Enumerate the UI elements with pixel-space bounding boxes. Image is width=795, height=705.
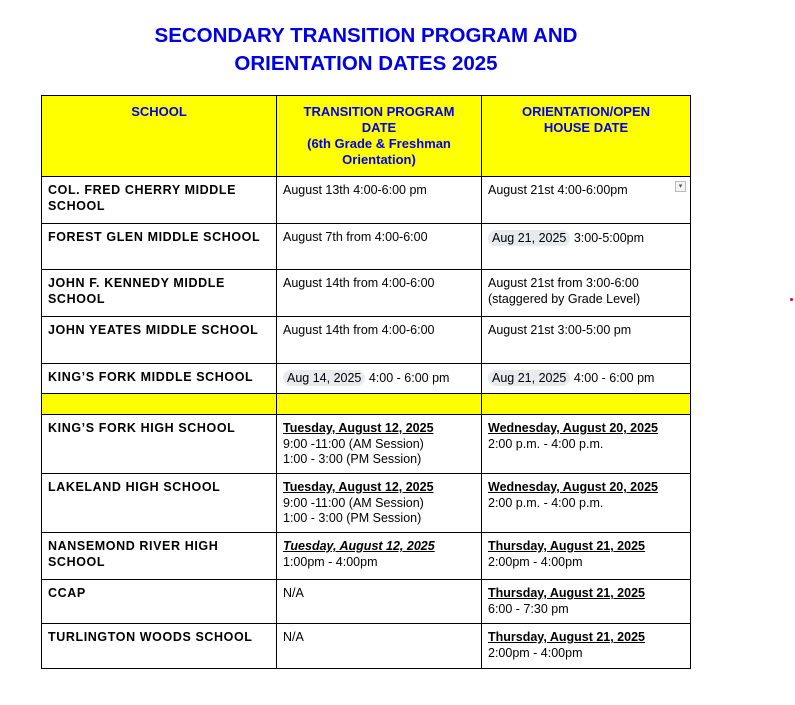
table-row — [42, 177, 691, 224]
date-chip[interactable]: Aug 21, 2025 — [488, 230, 570, 246]
title-line-1: SECONDARY TRANSITION PROGRAM AND — [154, 24, 578, 47]
orientation-date: Wednesday, August 20, 2025 2:00 p.m. - 4:00 p.m. — [482, 415, 691, 474]
schedule-table — [41, 95, 691, 669]
transition-date: August 14th from 4:00-6:00 — [277, 317, 482, 364]
table-row — [42, 317, 691, 364]
school-name: KING’S FORK HIGH SCHOOL — [42, 415, 277, 474]
header-orientation: ORIENTATION/OPEN HOUSE DATE — [482, 96, 691, 177]
transition-date: Tuesday, August 12, 2025 9:00 -11:00 (AM Session) 1:00 - 3:00 (PM Session) — [277, 415, 482, 474]
school-name: CCAP — [42, 580, 277, 624]
orientation-date: Thursday, August 21, 2025 6:00 - 7:30 pm — [482, 580, 691, 624]
table-row — [42, 224, 691, 270]
header-school: SCHOOL — [42, 96, 277, 177]
orientation-date: August 21st 3:00-5:00 pm — [482, 317, 691, 364]
orientation-date: Aug 21, 2025 3:00-5:00pm — [482, 224, 691, 270]
orientation-date: Thursday, August 21, 2025 2:00pm - 4:00pm — [482, 533, 691, 580]
table-row — [42, 580, 691, 624]
header-transition: TRANSITION PROGRAM DATE (6th Grade & Freshman Orientation) — [277, 96, 482, 177]
transition-date: N/A — [277, 624, 482, 669]
table-row — [42, 415, 691, 474]
transition-date: N/A — [277, 580, 482, 624]
dropdown-arrow-icon[interactable]: ▾ — [675, 181, 686, 192]
orientation-date: Aug 21, 2025 4:00 - 6:00 pm — [482, 364, 691, 394]
transition-date: August 14th from 4:00-6:00 — [277, 270, 482, 317]
header-row — [42, 96, 691, 177]
orientation-date: August 21st from 3:00-6:00 (staggered by Grade Level) — [482, 270, 691, 317]
separator-row — [42, 394, 691, 415]
school-name: COL. FRED CHERRY MIDDLE SCHOOL — [42, 177, 277, 224]
cursor-dot — [790, 298, 793, 301]
orientation-date: Thursday, August 21, 2025 2:00pm - 4:00pm — [482, 624, 691, 669]
table-row — [42, 364, 691, 394]
transition-date: Aug 14, 2025 4:00 - 6:00 pm — [277, 364, 482, 394]
title-line-2: ORIENTATION DATES 2025 — [234, 52, 498, 75]
table-row — [42, 624, 691, 669]
school-name: KING’S FORK MIDDLE SCHOOL — [42, 364, 277, 394]
table-row — [42, 474, 691, 533]
document-title — [0, 22, 732, 78]
date-chip[interactable]: Aug 21, 2025 — [488, 370, 570, 386]
orientation-date: August 21st 4:00-6:00pm ▾ — [482, 177, 691, 224]
school-name: LAKELAND HIGH SCHOOL — [42, 474, 277, 533]
school-name: TURLINGTON WOODS SCHOOL — [42, 624, 277, 669]
table-row — [42, 270, 691, 317]
transition-date: August 13th 4:00-6:00 pm — [277, 177, 482, 224]
date-chip[interactable]: Aug 14, 2025 — [283, 370, 365, 386]
transition-date: August 7th from 4:00-6:00 — [277, 224, 482, 270]
orientation-date: Wednesday, August 20, 2025 2:00 p.m. - 4:00 p.m. — [482, 474, 691, 533]
transition-date: Tuesday, August 12, 2025 9:00 -11:00 (AM Session) 1:00 - 3:00 (PM Session) — [277, 474, 482, 533]
transition-date: Tuesday, August 12, 2025 1:00pm - 4:00pm — [277, 533, 482, 580]
school-name: NANSEMOND RIVER HIGH SCHOOL — [42, 533, 277, 580]
school-name: JOHN F. KENNEDY MIDDLE SCHOOL — [42, 270, 277, 317]
table-row — [42, 533, 691, 580]
school-name: JOHN YEATES MIDDLE SCHOOL — [42, 317, 277, 364]
school-name: FOREST GLEN MIDDLE SCHOOL — [42, 224, 277, 270]
